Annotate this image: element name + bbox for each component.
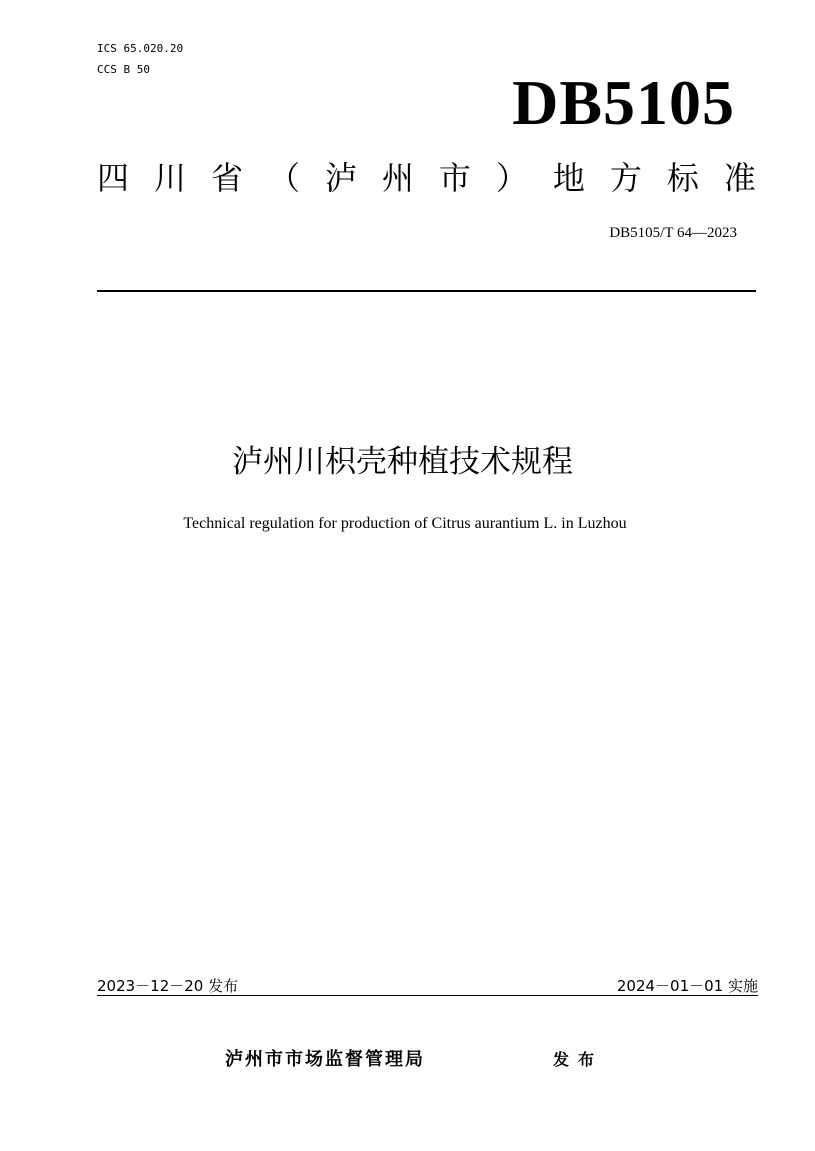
title-char: 省 bbox=[210, 159, 243, 197]
title-char: 州 bbox=[381, 159, 414, 197]
document-title-en: Technical regulation for production of Citrus aurantium L. in Luzhou bbox=[183, 515, 627, 532]
ccs-code: CCS B 50 bbox=[97, 63, 150, 76]
title-char: 市 bbox=[438, 159, 471, 197]
title-char: ） bbox=[495, 159, 528, 197]
title-char: 标 bbox=[666, 159, 699, 197]
implementation-date: 2024－01－01 实施 bbox=[616, 977, 758, 995]
header-divider bbox=[97, 290, 756, 292]
title-char: 方 bbox=[609, 159, 642, 197]
ics-code: ICS 65.020.20 bbox=[97, 42, 184, 55]
standard-number: DB5105/T 64—2023 bbox=[609, 225, 737, 241]
title-char: 地 bbox=[552, 159, 585, 197]
standard-type-title bbox=[97, 158, 756, 198]
title-char: 四 bbox=[97, 159, 130, 197]
db-logo: DB5105 bbox=[512, 67, 735, 138]
document-title-cn: 泸州川枳壳种植技术规程 bbox=[232, 444, 573, 480]
title-char: 准 bbox=[723, 159, 756, 197]
issue-date: 2023－12－20 发布 bbox=[97, 977, 239, 995]
title-char: （ bbox=[267, 159, 300, 197]
title-char: 川 bbox=[153, 159, 186, 197]
title-char: 泸 bbox=[324, 159, 357, 197]
publish-label: 发布 bbox=[553, 1050, 604, 1069]
publisher-name: 泸州市市场监督管理局 bbox=[225, 1049, 425, 1070]
footer-divider bbox=[97, 995, 758, 996]
